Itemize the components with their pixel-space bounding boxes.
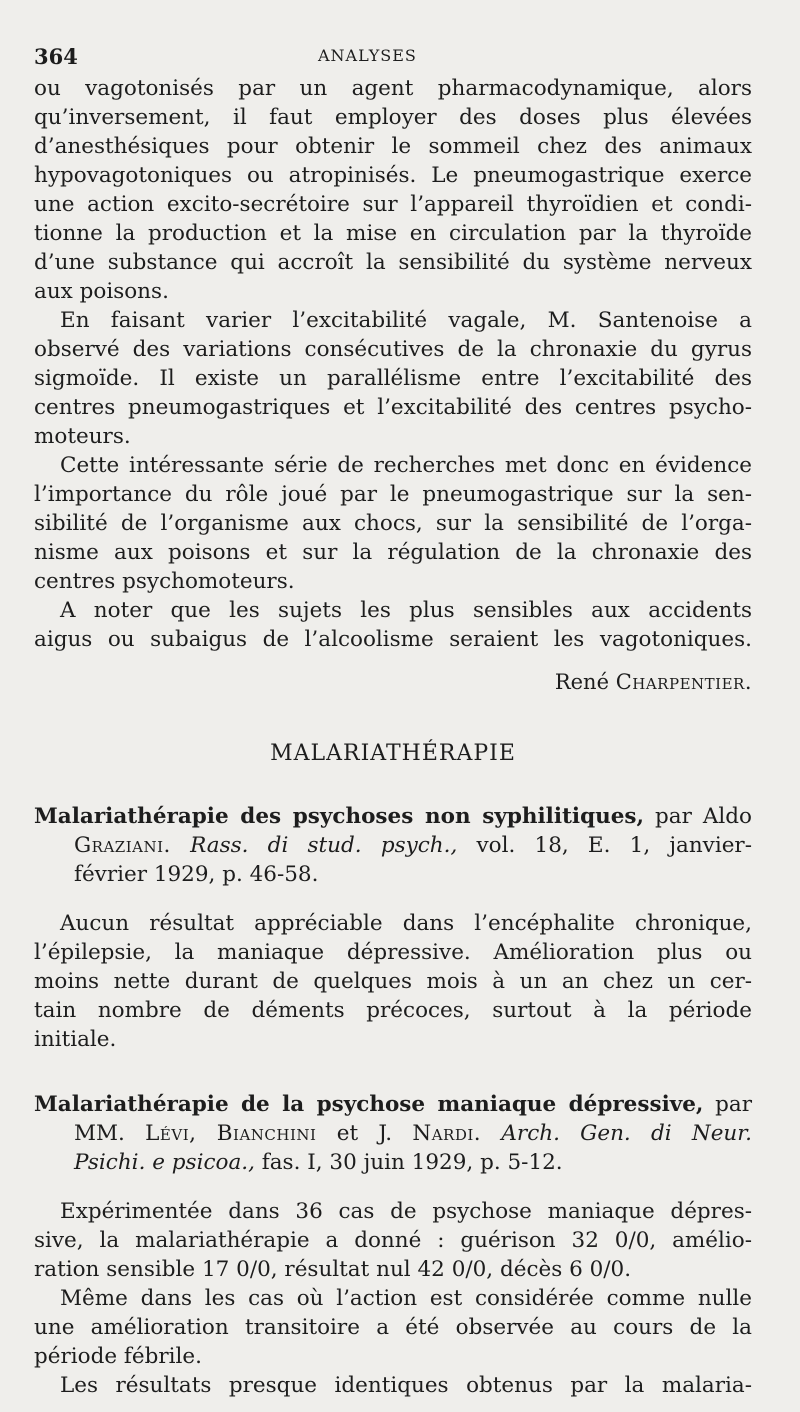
reference-and: et J. — [336, 1121, 393, 1146]
reference-title: Malariathérapie de la psychose maniaque dépressive, — [34, 1092, 704, 1117]
paragraph-conclusion — [34, 451, 752, 596]
reference-title: Malariathérapie des psychoses non syphilitiques, — [34, 804, 645, 829]
text-line: une action excito-secrétoire sur l’appareil thyroïdien et condi- — [34, 192, 752, 217]
reference-author: Lévi, — [145, 1121, 197, 1146]
page-header — [34, 40, 752, 74]
text-line: une amélioration transitoire a été observée au cours de la — [34, 1315, 752, 1340]
text-line: d’anesthésiques pour obtenir le sommeil chez des animaux — [34, 134, 752, 159]
text-line: l’importance du rôle joué par le pneumogastrique sur la sen- — [34, 482, 752, 507]
bibliographic-reference — [34, 1090, 752, 1177]
running-head: ANALYSES — [318, 46, 417, 65]
continued-review — [34, 74, 752, 697]
text-line: tain nombre de déments précoces, surtout à la période — [34, 998, 752, 1023]
reference-author: Bianchini — [216, 1121, 317, 1146]
review-signature — [34, 668, 752, 697]
bibliographic-reference — [34, 802, 752, 889]
text-line: centres pneumogastriques et l’excitabilité des centres psycho- — [34, 395, 752, 420]
text-line: nisme aux poisons et sur la régulation de la chronaxie des — [34, 540, 752, 565]
text-line: En faisant varier l’excitabilité vagale, M. Santenoise a — [60, 308, 752, 333]
text-line: sibilité de l’organisme aux chocs, sur la sensibilité de l’orga- — [34, 511, 752, 536]
text-line: Expérimentée dans 36 cas de psychose maniaque dépres- — [60, 1199, 752, 1224]
text-line: centres psychomoteurs. — [34, 569, 295, 594]
paragraph-note — [34, 596, 752, 654]
text-line: période fébrile. — [34, 1344, 202, 1369]
text-line: sigmoïde. Il existe un parallélisme entre l’excitabilité des — [34, 366, 752, 391]
text-line: d’une substance qui accroît la sensibilité du système nerveux — [34, 250, 752, 275]
review-body — [34, 1197, 752, 1284]
section-title: MALARIATHÉRAPIE — [270, 741, 516, 766]
review-body — [34, 1284, 752, 1371]
text-line: Les résultats presque identiques obtenus par la malaria- — [60, 1373, 752, 1398]
text-line: initiale. — [34, 1027, 117, 1052]
text-line: aigus ou subaigus de l’alcoolisme seraient les vagotoniques. — [34, 627, 752, 652]
reference-journal-cont: Psichi. e psicoa., — [74, 1150, 255, 1175]
reference-by: par — [715, 1092, 752, 1117]
text-line: ration sensible 17 0/0, résultat nul 42 0/0, décès 6 0/0. — [34, 1257, 632, 1282]
reference-author: Graziani. — [74, 833, 171, 858]
signature-last-name: Charpentier. — [615, 670, 752, 694]
text-line: ou vagotonisés par un agent pharmacodynamique, alors — [34, 76, 752, 101]
text-line: qu’inversement, il faut employer des doses plus élevées — [34, 105, 752, 130]
text-line: aux poisons. — [34, 279, 169, 304]
review-malariatherapie-manic-depressive — [34, 1090, 752, 1400]
text-line: hypovagotoniques ou atropinisés. Le pneumogastrique exerce — [34, 163, 752, 188]
paragraph-chronaxie — [34, 306, 752, 451]
reference-details-cont: février 1929, p. 46-58. — [74, 862, 319, 887]
text-line: moteurs. — [34, 424, 131, 449]
reference-details: vol. 18, E. 1, janvier- — [476, 833, 752, 858]
text-line: moins nette durant de quelques mois à un an chez un cer- — [34, 969, 752, 994]
text-line: Aucun résultat appréciable dans l’encéphalite chronique, — [60, 911, 752, 936]
text-line: Cette intéressante série de recherches met donc en évidence — [60, 453, 752, 478]
signature-first-name: René — [554, 670, 610, 694]
reference-mm: MM. — [74, 1121, 125, 1146]
reference-journal: Rass. di stud. psych., — [190, 833, 458, 858]
page-number: 364 — [34, 44, 78, 69]
text-line: A noter que les sujets les plus sensibles aux accidents — [60, 598, 752, 623]
text-line: Même dans les cas où l’action est considérée comme nulle — [60, 1286, 752, 1311]
reference-author: Nardi. — [412, 1121, 482, 1146]
review-body — [34, 909, 752, 1054]
paragraph-vagal-anesthesia — [34, 74, 752, 306]
reference-by: par Aldo — [655, 804, 752, 829]
text-line: sive, la malariathérapie a donné : guérison 32 0/0, amélio- — [34, 1228, 752, 1253]
text-line: l’épilepsie, la maniaque dépressive. Amélioration plus ou — [34, 940, 752, 965]
text-line: tionne la production et la mise en circulation par la thyroïde — [34, 221, 752, 246]
reference-details: fas. I, 30 juin 1929, p. 5-12. — [261, 1150, 563, 1175]
review-malariatherapie-non-syphilitic — [34, 802, 752, 1054]
review-body — [34, 1371, 752, 1400]
text-line: observé des variations consécutives de la chronaxie du gyrus — [34, 337, 752, 362]
reference-journal: Arch. Gen. di Neur. — [501, 1121, 753, 1146]
